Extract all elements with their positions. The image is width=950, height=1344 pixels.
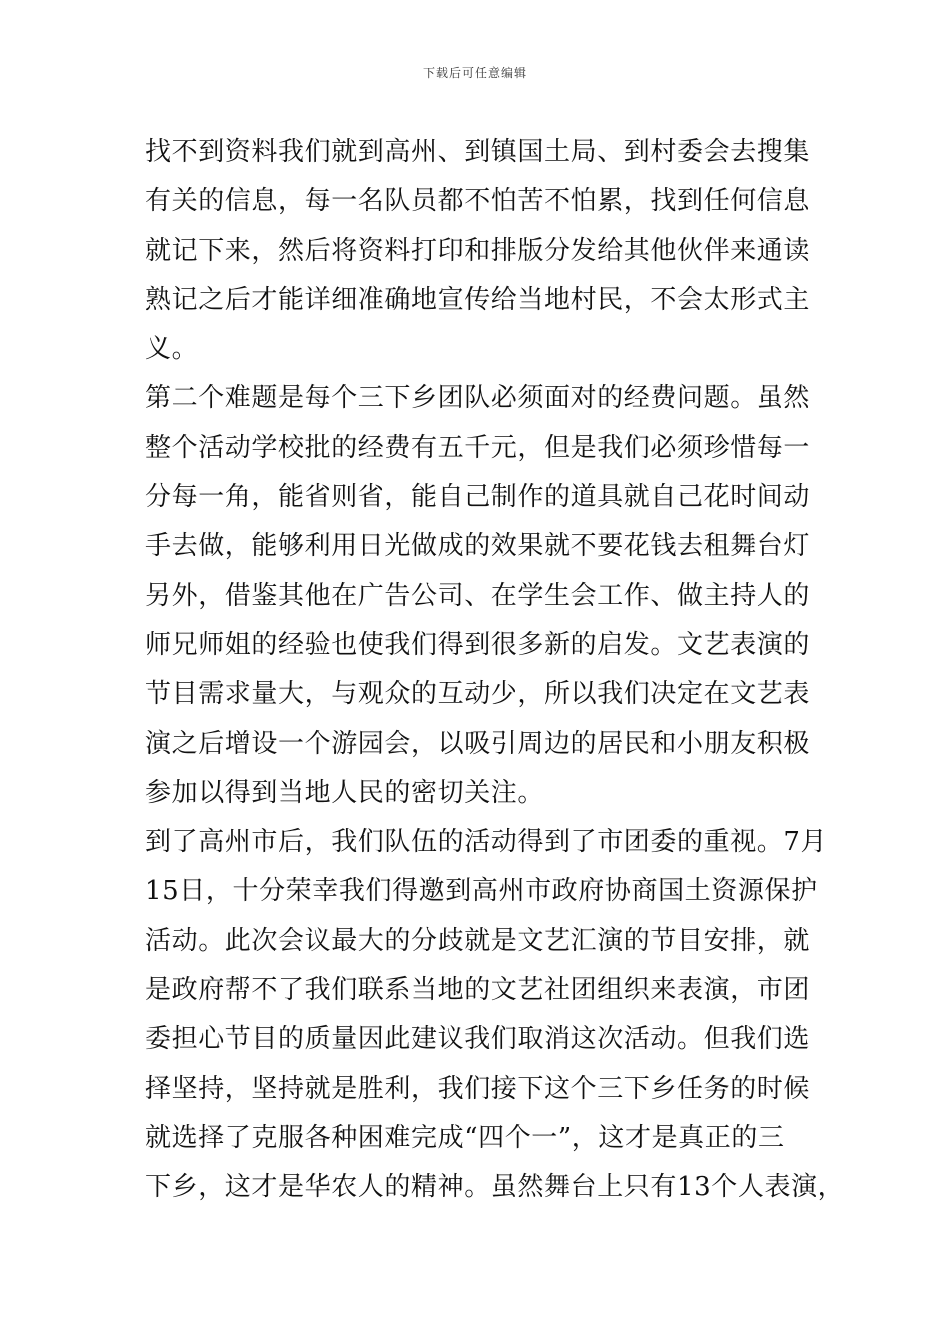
text-line: 有关的信息，每一名队员都不怕苦不怕累，找到任何信息 <box>145 186 811 217</box>
text-line: 手去做，能够利用日光做成的效果就不要花钱去租舞台灯 <box>145 531 811 562</box>
text-line: 到了高州市后，我们队伍的活动得到了市团委的重视。7月 <box>145 827 828 858</box>
text-line: 15日，十分荣幸我们得邀到高州市政府协商国土资源保护 <box>145 876 818 907</box>
page-header: 下载后可任意编辑 <box>422 66 527 80</box>
text-line: 参加以得到当地人民的密切关注。 <box>145 777 545 808</box>
text-line: 就记下来，然后将资料打印和排版分发给其他伙伴来通读 <box>145 235 811 266</box>
text-line: 整个活动学校批的经费有五千元，但是我们必须珍惜每一 <box>145 432 811 463</box>
text-line: 下乡，这才是华农人的精神。虽然舞台上只有13个人表演， <box>145 1172 845 1203</box>
text-line: 分每一角，能省则省，能自己制作的道具就自己花时间动 <box>145 482 811 513</box>
text-line: 找不到资料我们就到高州、到镇国土局、到村委会去搜集 <box>145 137 811 167</box>
text-line: 演之后增设一个游园会，以吸引周边的居民和小朋友积极 <box>145 728 811 759</box>
text-line: 择坚持，坚持就是胜利，我们接下这个三下乡任务的时候 <box>145 1073 811 1104</box>
text-line: 活动。此次会议最大的分歧就是文艺汇演的节目安排，就 <box>145 925 811 956</box>
text-line: 义。 <box>145 334 199 365</box>
text-line: 第二个难题是每个三下乡团队必须面对的经费问题。虽然 <box>145 383 811 414</box>
text-line: 节目需求量大，与观众的互动少，所以我们决定在文艺表 <box>145 679 811 710</box>
text-line: 另外，借鉴其他在广告公司、在学生会工作、做主持人的 <box>145 580 811 611</box>
body-text <box>145 128 845 1213</box>
text-line: 委担心节目的质量因此建议我们取消这次活动。但我们选 <box>145 1024 811 1055</box>
text-line: 就选择了克服各种困难完成“四个一”，这才是真正的三 <box>145 1122 785 1153</box>
text-line: 熟记之后才能详细准确地宣传给当地村民，不会太形式主 <box>145 284 811 315</box>
text-line: 是政府帮不了我们联系当地的文艺社团组织来表演，市团 <box>145 975 811 1006</box>
text-line: 师兄师姐的经验也使我们得到很多新的启发。文艺表演的 <box>145 629 811 660</box>
